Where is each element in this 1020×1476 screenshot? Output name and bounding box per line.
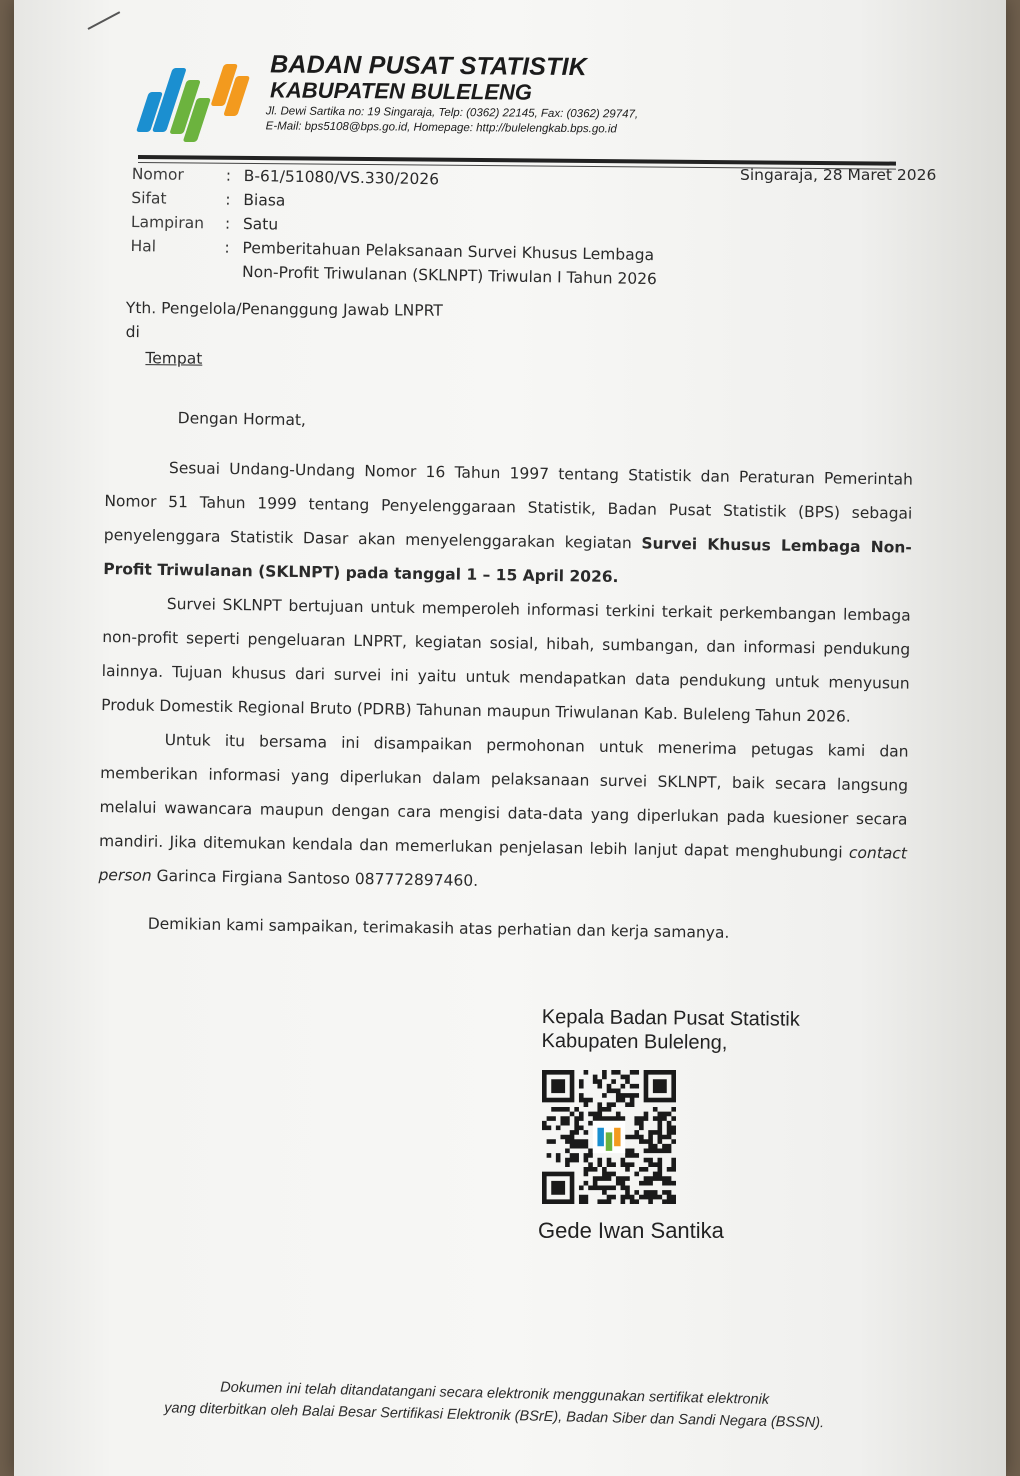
org-name: BADAN PUSAT STATISTIK <box>270 50 588 82</box>
meta-value: Biasa <box>243 190 286 210</box>
meta-label: Lampiran <box>130 212 205 233</box>
closing: Demikian kami sampaikan, terimakasih atas perhatian dan kerja samanya. <box>147 914 730 942</box>
letter-date: Singaraja, 28 Maret 2026 <box>740 166 937 184</box>
footer-line-1: Dokumen ini telah ditandatangani secara elektronik menggunakan sertifikat elektronik <box>220 1379 770 1408</box>
signer-name: Gede Iwan Santika <box>538 1218 724 1243</box>
paragraph-3-italic: contact person <box>98 843 908 885</box>
meta-row-nomor: Nomor : B-61/51080/VS.330/2026 <box>132 162 704 196</box>
signature-title-1: Kepala Badan Pusat Statistik <box>541 1005 800 1031</box>
meta-label: Hal <box>130 236 157 256</box>
paragraph-3-tail: Garinca Firgiana Santoso 087772897460. <box>151 866 479 890</box>
meta-row-sifat: Sifat : Biasa <box>131 186 703 220</box>
footer-line-2: yang diterbitkan oleh Balai Besar Sertifikasi Elektronik (BSrE), Badan Siber dan Sandi Negara (BSSN). <box>164 1400 825 1432</box>
meta-row-lampiran: Lampiran : Satu <box>131 210 703 244</box>
org-contact: E-Mail: bps5108@bps.go.id, Homepage: http://bulelengkab.bps.go.id <box>265 120 617 136</box>
paragraph-1 <box>103 450 913 599</box>
signature-title-2: Kabupaten Buleleng, <box>541 1029 728 1054</box>
meta-label: Sifat <box>131 188 167 208</box>
greeting: Dengan Hormat, <box>177 409 307 430</box>
org-unit: KABUPATEN BULELENG <box>269 77 533 105</box>
letter-paper <box>14 0 1006 1476</box>
meta-label: Nomor <box>131 164 184 184</box>
paragraph-2: Survei SKLNPT bertujuan untuk memperoleh informasi terkini terkait perkembangan lembaga non-profit seperti pengeluaran LNPRT, kegiatan sosial, hibah, sumbangan, dan informasi pendukung lainnya. Tujuan khusus dari survei ini yaitu untuk mendapatkan data pendukung untuk menyusun Produk Domestik Regional Bruto (PDRB) Tahunan maupun Triwulanan Kab. Buleleng Tahun 2026. <box>101 594 911 726</box>
recipient-block <box>125 296 443 368</box>
paragraph-1-bold: Survei Khusus Lembaga Non-Profit Triwulanan (SKLNPT) pada tanggal 1 – 15 April 2026. <box>103 534 912 587</box>
paragraph-1-text: Sesuai Undang-Undang Nomor 16 Tahun 1997 tentang Statistik dan Peraturan Pemerintah Nomor 51 Tahun 1999 tentang Penyelenggaraan Statistik, Badan Pusat Statistik (BPS) sebagai penyelenggara Statistik Dasar akan menyelenggarakan kegiatan <box>103 458 913 553</box>
recipient-place: Tempat <box>145 349 203 368</box>
bps-logo <box>132 58 258 154</box>
letterhead <box>265 50 639 136</box>
paragraph-3-text: Untuk itu bersama ini disampaikan permohonan untuk menerima petugas kami dan memberikan informasi yang diperlukan dalam pelaksanaan survei SKLNPT, baik secara langsung melalui wawancara maupun dengan cara mengisi data-data yang diperlukan pada kuesioner secara mandiri. Jika ditemukan kendala dan memerlukan penjelasan lebih lanjut dapat menghubungi <box>98 730 909 862</box>
meta-value: B-61/51080/VS.330/2026 <box>243 166 440 189</box>
letter-meta <box>130 162 704 292</box>
letter-body <box>98 400 914 953</box>
recipient-di: di <box>125 322 140 342</box>
signature-title <box>541 1005 799 1056</box>
org-address: Jl. Dewi Sartika no: 19 Singaraja, Telp: (0362) 22145, Fax: (0362) 29747, <box>265 105 639 121</box>
meta-value: Satu <box>242 214 279 234</box>
meta-row-hal: Hal : Pemberitahuan Pelaksanaan Survei Khusus Lembaga Non-Profit Triwulanan (SKLNPT) Triwulan I Tahun 2026 <box>130 234 703 292</box>
qr-code <box>542 1070 676 1204</box>
meta-value: Pemberitahuan Pelaksanaan Survei Khusus Lembaga Non-Profit Triwulanan (SKLNPT) Triwulan I Tahun 2026 <box>241 238 658 289</box>
e-signature-notice <box>109 1374 880 1435</box>
paragraph-3 <box>98 722 909 905</box>
recipient-line: Yth. Pengelola/Penanggung Jawab LNPRT <box>125 298 443 320</box>
pencil-mark <box>88 11 121 30</box>
